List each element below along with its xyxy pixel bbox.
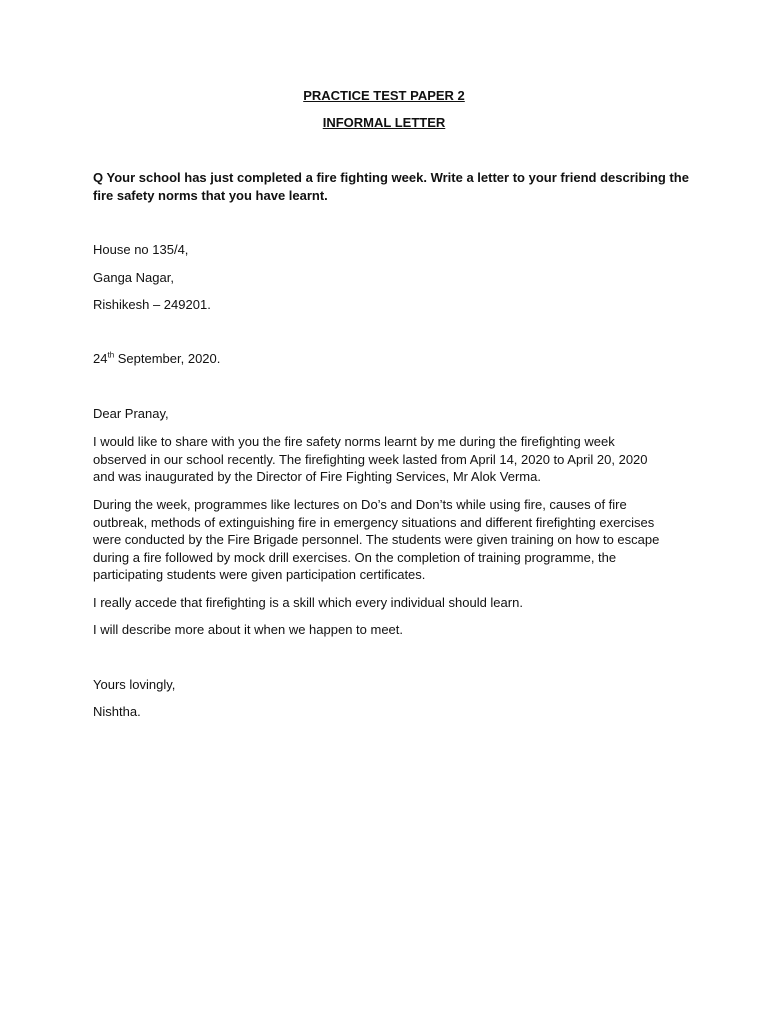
letter-date xyxy=(93,350,220,368)
paragraph-line: I would like to share with you the fire safety norms learnt by me during the firefighting week xyxy=(93,434,615,449)
date-rest: September, 2020. xyxy=(114,351,221,366)
address-line-3: Rishikesh – 249201. xyxy=(93,297,211,312)
question-line-1: Q Your school has just completed a fire fighting week. Write a letter to your friend describing the xyxy=(93,170,689,185)
page-title: PRACTICE TEST PAPER 2 xyxy=(303,88,465,103)
address-line-2: Ganga Nagar, xyxy=(93,270,174,285)
body-paragraph-1 xyxy=(93,433,673,486)
question-line-2: fire safety norms that you have learnt. xyxy=(93,188,328,203)
salutation: Dear Pranay, xyxy=(93,406,169,421)
address-line-1: House no 135/4, xyxy=(93,242,189,257)
paragraph-line: were conducted by the Fire Brigade personnel. The students were given training on how to escape xyxy=(93,532,660,547)
paragraph-line: During the week, programmes like lectures on Do’s and Don’ts while using fire, causes of fire xyxy=(93,497,627,512)
date-suffix: th xyxy=(107,350,115,360)
signature: Nishtha. xyxy=(93,704,141,719)
paragraph-line: during a fire followed by mock drill exercises. On the completion of training programme, the xyxy=(93,549,617,565)
page-subtitle: INFORMAL LETTER xyxy=(322,115,446,130)
body-paragraph-2 xyxy=(93,496,673,584)
paragraph-line: outbreak, methods of extinguishing fire in emergency situations and different firefighting exercises xyxy=(93,514,655,530)
paragraph-line: participating students were given participation certificates. xyxy=(93,567,426,582)
body-paragraph-3: I really accede that firefighting is a skill which every individual should learn. xyxy=(93,595,523,610)
paragraph-line: and was inaugurated by the Director of Fire Fighting Services, Mr Alok Verma. xyxy=(93,469,541,484)
body-paragraph-4: I will describe more about it when we happen to meet. xyxy=(93,622,404,637)
valediction: Yours lovingly, xyxy=(93,677,176,692)
paragraph-line: observed in our school recently. The firefighting week lasted from April 14, 2020 to April 20, 2020 xyxy=(93,451,648,467)
date-day: 24 xyxy=(93,351,108,366)
